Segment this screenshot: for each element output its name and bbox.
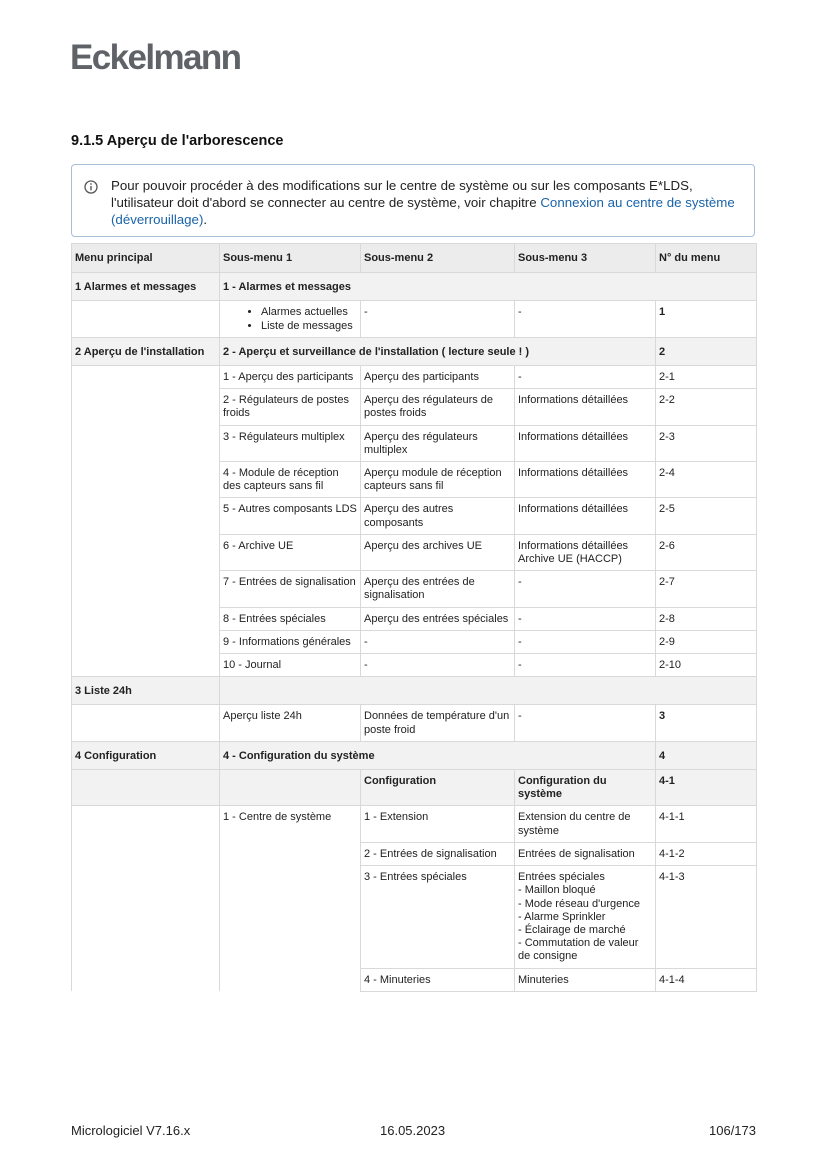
submenu-group-label: 4 - Configuration du système: [220, 741, 656, 769]
main-menu-label: 3 Liste 24h: [72, 677, 220, 705]
submenu-3-cell: Minuteries: [515, 968, 656, 991]
submenu-group-label: 2 - Aperçu et surveillance de l'installation ( lecture seule ! ): [220, 337, 656, 365]
submenu-2-cell: Aperçu des archives UE: [361, 534, 515, 570]
submenu-3-cell: Extension du centre de système: [515, 806, 656, 842]
empty-cell: [72, 705, 220, 741]
info-icon: [84, 180, 98, 194]
subgroup-row: [72, 770, 757, 806]
menu-number-cell: 4-1: [656, 770, 757, 806]
submenu-1-cell: 6 - Archive UE: [220, 534, 361, 570]
submenu-1-cell: 1 - Aperçu des participants: [220, 366, 361, 389]
group-row: [72, 741, 757, 769]
list-item: • Liste de messages: [261, 320, 357, 333]
submenu-2-cell: Aperçu des entrées spéciales: [361, 607, 515, 630]
table-row: [72, 806, 757, 842]
table-header-row: [72, 244, 757, 273]
submenu-3-cell: -: [515, 571, 656, 607]
empty-cell: [72, 770, 220, 806]
column-header: Menu principal: [72, 244, 220, 273]
footer-page-number: 106/173: [709, 1123, 756, 1138]
bullet-cell: [220, 301, 361, 337]
submenu-3-cell: Entrées spéciales - Maillon bloqué - Mode réseau d'urgence - Alarme Sprinkler - Éclairage de marché - Commutation de valeur de consigne: [515, 866, 656, 968]
menu-number-cell: 4-1-1: [656, 806, 757, 842]
submenu-3-cell: -: [515, 705, 656, 741]
table-row: [72, 301, 757, 337]
empty-cell: [72, 366, 220, 677]
submenu-2-cell: Aperçu des participants: [361, 366, 515, 389]
column-header: N° du menu: [656, 244, 757, 273]
submenu-2-cell: 4 - Minuteries: [361, 968, 515, 991]
submenu-2-cell: 3 - Entrées spéciales: [361, 866, 515, 968]
submenu-1-cell: 7 - Entrées de signalisation: [220, 571, 361, 607]
submenu-3-cell: Configuration du système: [515, 770, 656, 806]
menu-number-cell: 2-6: [656, 534, 757, 570]
menu-number-cell: 4-1-4: [656, 968, 757, 991]
list-item: • Alarmes actuelles: [261, 306, 357, 319]
section-title: 9.1.5 Aperçu de l'arborescence: [71, 133, 284, 149]
menu-number-cell: 4: [656, 741, 757, 769]
info-body: Pour pouvoir procéder à des modifications sur le centre de système ou sur les composants E*LDS, l'utilisateur doit d'abord se connecter au centre de système, voir chapitre: [111, 178, 693, 210]
bullet-list: [223, 306, 357, 332]
menu-number-cell: 2-7: [656, 571, 757, 607]
submenu-2-cell: -: [361, 301, 515, 337]
empty-cell: [220, 770, 361, 806]
submenu-3-cell: Informations détaillées Archive UE (HACCP): [515, 534, 656, 570]
submenu-1-cell: 5 - Autres composants LDS: [220, 498, 361, 534]
submenu-2-cell: Aperçu des régulateurs de postes froids: [361, 389, 515, 425]
group-row: [72, 337, 757, 365]
main-menu-label: 1 Alarmes et messages: [72, 273, 220, 301]
submenu-3-cell: Informations détaillées: [515, 425, 656, 461]
submenu-3-cell: Entrées de signalisation: [515, 842, 656, 865]
submenu-2-cell: Aperçu des régulateurs multiplex: [361, 425, 515, 461]
menu-number-cell: 2-5: [656, 498, 757, 534]
submenu-3-cell: Informations détaillées: [515, 462, 656, 498]
submenu-group-label: 1 - Alarmes et messages: [220, 273, 757, 301]
menu-tree-table: [71, 243, 757, 992]
submenu-1-cell: 10 - Journal: [220, 654, 361, 677]
group-row: [72, 677, 757, 705]
submenu-2-cell: Aperçu des entrées de signalisation: [361, 571, 515, 607]
empty-cell: [72, 806, 220, 991]
info-box: [71, 164, 755, 237]
submenu-1-cell: Aperçu liste 24h: [220, 705, 361, 741]
column-header: Sous-menu 3: [515, 244, 656, 273]
menu-number-cell: 4-1-2: [656, 842, 757, 865]
submenu-2-cell: Données de température d'un poste froid: [361, 705, 515, 741]
main-menu-label: 4 Configuration: [72, 741, 220, 769]
menu-number-cell: 3: [656, 705, 757, 741]
empty-cell: [72, 301, 220, 337]
menu-number-cell: 2-8: [656, 607, 757, 630]
submenu-3-cell: -: [515, 654, 656, 677]
submenu-1-cell: 1 - Centre de système: [220, 806, 361, 991]
submenu-3-cell: -: [515, 366, 656, 389]
menu-number-cell: 2-9: [656, 630, 757, 653]
menu-number-cell: 2-1: [656, 366, 757, 389]
submenu-2-cell: Configuration: [361, 770, 515, 806]
column-header: Sous-menu 1: [220, 244, 361, 273]
submenu-2-cell: 1 - Extension: [361, 806, 515, 842]
menu-number-cell: 2-4: [656, 462, 757, 498]
submenu-2-cell: Aperçu des autres composants: [361, 498, 515, 534]
menu-number-cell: 2-10: [656, 654, 757, 677]
info-text: [111, 177, 741, 228]
footer-date: 16.05.2023: [380, 1123, 446, 1138]
submenu-1-cell: 4 - Module de réception des capteurs sans fil: [220, 462, 361, 498]
submenu-2-cell: Aperçu module de réception capteurs sans fil: [361, 462, 515, 498]
submenu-1-cell: 2 - Régulateurs de postes froids: [220, 389, 361, 425]
main-menu-label: 2 Aperçu de l'installation: [72, 337, 220, 365]
menu-number-cell: 2-2: [656, 389, 757, 425]
column-header: Sous-menu 2: [361, 244, 515, 273]
submenu-3-cell: Informations détaillées: [515, 389, 656, 425]
menu-number-cell: 2-3: [656, 425, 757, 461]
submenu-1-cell: 9 - Informations générales: [220, 630, 361, 653]
group-row: [72, 273, 757, 301]
table-row: [72, 366, 757, 389]
table-row: [72, 705, 757, 741]
menu-number-cell: 4-1-3: [656, 866, 757, 968]
empty-cell: [220, 677, 757, 705]
submenu-1-cell: 3 - Régulateurs multiplex: [220, 425, 361, 461]
chapter-link[interactable]: Connexion au centre de système (déverrouillage): [111, 195, 735, 227]
submenu-2-cell: -: [361, 654, 515, 677]
submenu-2-cell: -: [361, 630, 515, 653]
submenu-3-cell: -: [515, 301, 656, 337]
submenu-1-cell: 8 - Entrées spéciales: [220, 607, 361, 630]
submenu-3-cell: -: [515, 607, 656, 630]
company-logo: Eckelmann: [70, 38, 241, 77]
footer-firmware: Micrologiciel V7.16.x: [71, 1123, 191, 1138]
submenu-3-cell: -: [515, 630, 656, 653]
submenu-3-cell: Informations détaillées: [515, 498, 656, 534]
info-end: .: [203, 212, 208, 227]
menu-number-cell: 2: [656, 337, 757, 365]
menu-number-cell: 1: [656, 301, 757, 337]
submenu-2-cell: 2 - Entrées de signalisation: [361, 842, 515, 865]
